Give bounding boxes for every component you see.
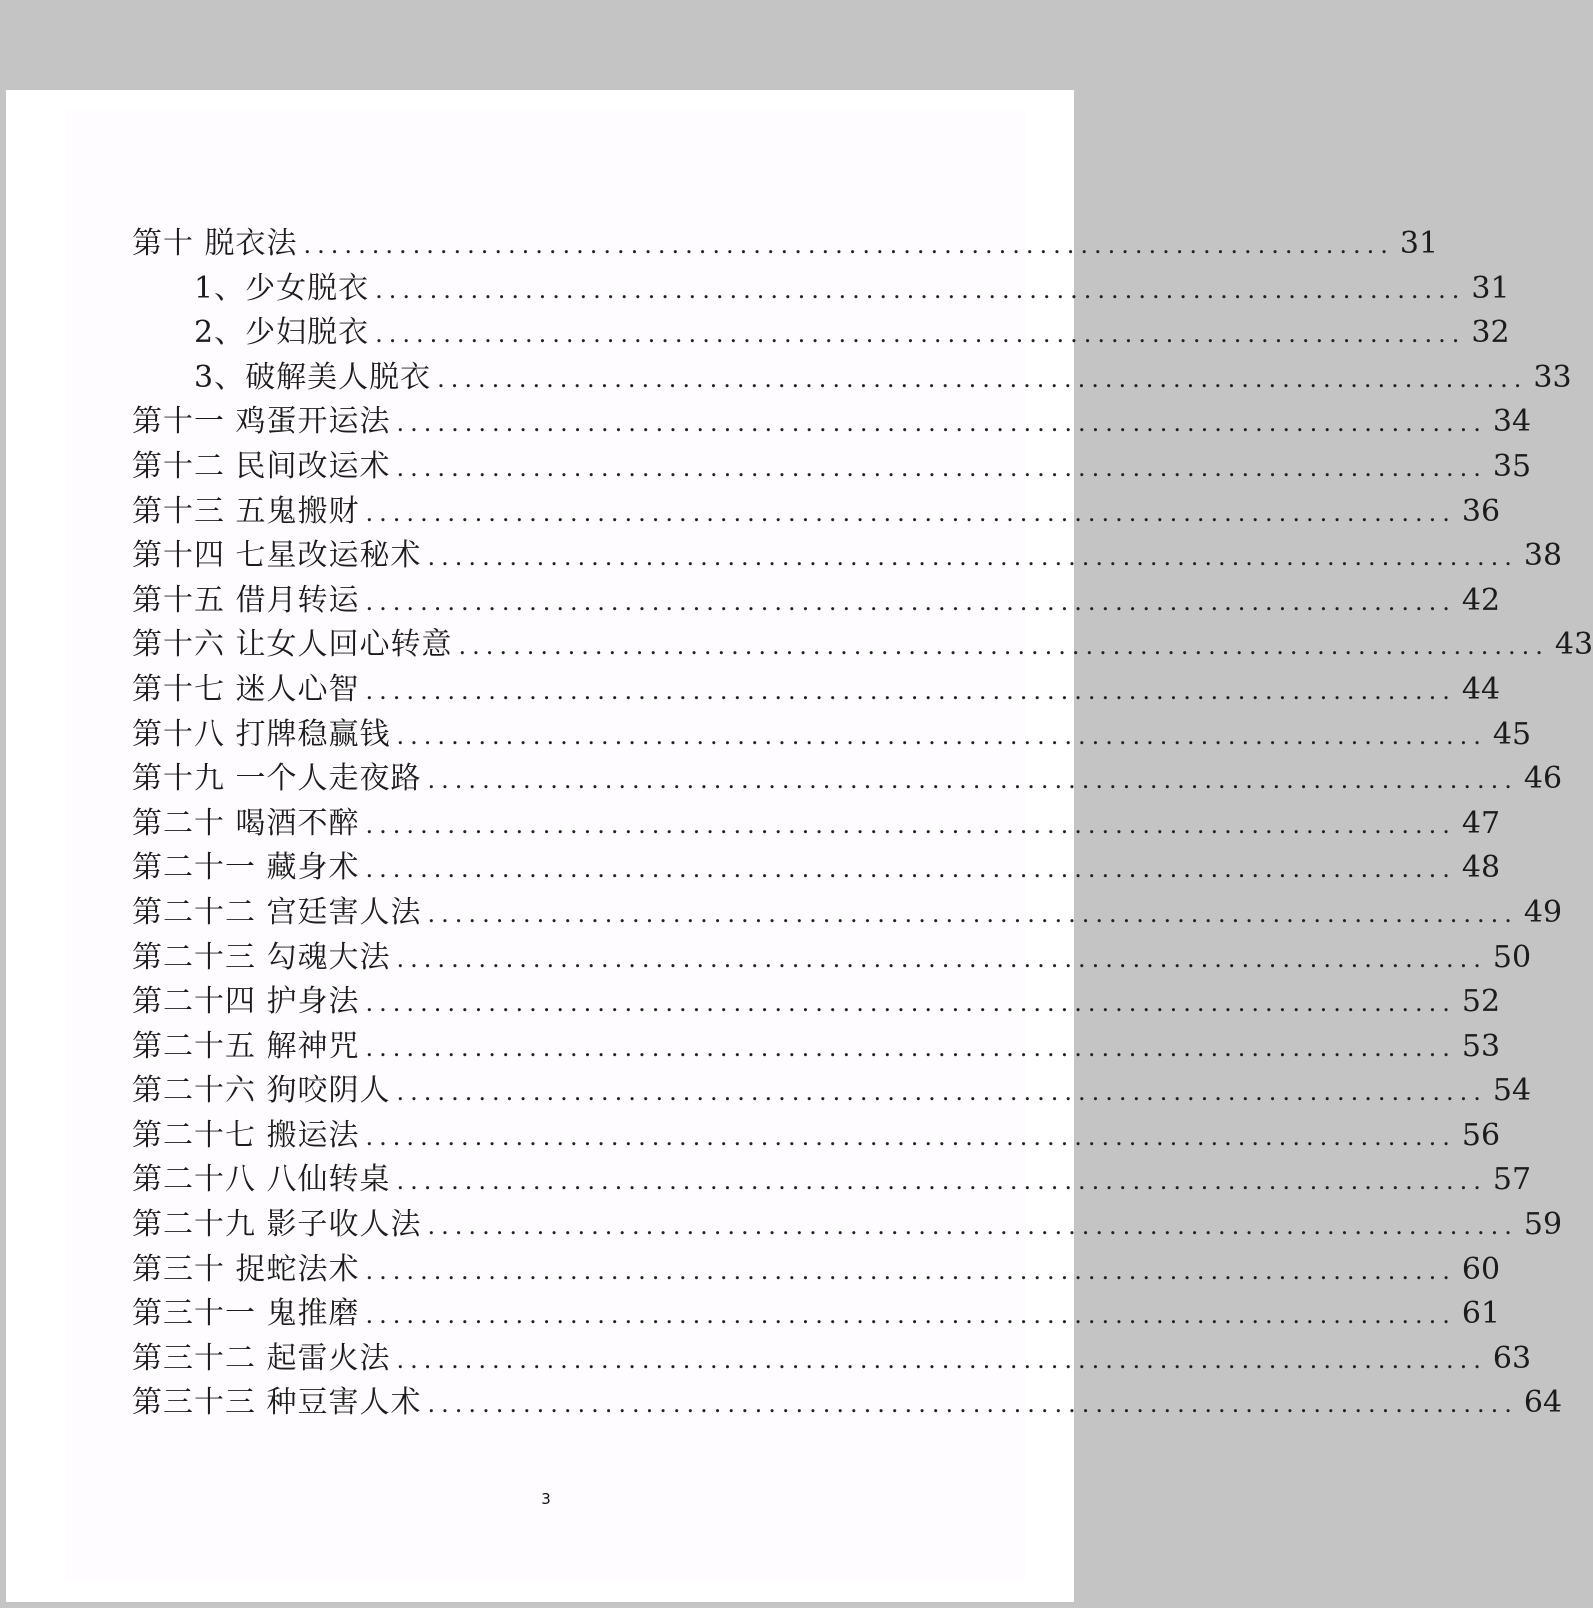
dot-leader: ................................................................................ xyxy=(365,1256,1456,1285)
dot-leader: ................................................................................ xyxy=(427,1212,1518,1241)
toc-entry-title: 第十八 打牌稳赢钱 xyxy=(132,716,391,752)
toc-entry-page: 38 xyxy=(1523,538,1563,574)
document-frame xyxy=(6,90,1593,1602)
toc-entry xyxy=(132,1248,1501,1293)
dot-leader: ................................................................................ xyxy=(396,944,1487,973)
toc-entry-page: 60 xyxy=(1461,1251,1501,1287)
toc-entry xyxy=(132,1114,1501,1159)
toc-entry xyxy=(132,1069,1532,1114)
toc-entry-title: 第三十三 种豆害人术 xyxy=(132,1385,422,1421)
toc-entry-page: 34 xyxy=(1492,404,1532,440)
toc-entry xyxy=(132,222,1439,267)
dot-leader: ................................................................................ xyxy=(375,320,1466,349)
toc-entry-title: 3、破解美人脱衣 xyxy=(194,359,432,395)
toc-entry-page: 31 xyxy=(1399,226,1439,261)
toc-entry-page: 31 xyxy=(1471,270,1510,306)
dot-leader: ................................................................................ xyxy=(437,364,1528,393)
toc-entry xyxy=(132,713,1532,758)
dot-leader: ................................................................................ xyxy=(396,409,1487,438)
toc-entry xyxy=(132,400,1532,445)
toc-entry-title: 第十九 一个人走夜路 xyxy=(132,761,422,797)
toc-entry xyxy=(132,623,1593,668)
toc-entry-title: 第三十一 鬼推磨 xyxy=(132,1296,360,1332)
toc-entry xyxy=(132,668,1501,713)
toc-entry-page: 59 xyxy=(1523,1207,1563,1243)
toc-entry-title: 第二十一 藏身术 xyxy=(132,850,360,886)
dot-leader: ................................................................................ xyxy=(396,1167,1487,1196)
toc-entry xyxy=(132,757,1563,802)
toc-entry-title: 第二十八 八仙转桌 xyxy=(132,1162,391,1198)
toc-entry-title: 第二十四 护身法 xyxy=(132,984,360,1020)
page-number: 3 xyxy=(541,1490,551,1508)
dot-leader: ................................................................................ xyxy=(427,766,1518,795)
toc-entry-title: 第二十七 搬运法 xyxy=(132,1117,360,1153)
dot-leader: ................................................................................ xyxy=(365,1033,1456,1062)
toc-entry-title: 第三十 捉蛇法术 xyxy=(132,1251,360,1287)
toc-entry-page: 56 xyxy=(1461,1117,1501,1153)
toc-entry xyxy=(132,490,1501,535)
toc-entry-page: 52 xyxy=(1461,984,1501,1020)
toc-entry-page: 45 xyxy=(1492,716,1532,752)
dot-leader: ................................................................................ xyxy=(396,721,1487,750)
toc-entry xyxy=(132,356,1572,401)
dot-leader: ................................................................................ xyxy=(427,899,1518,928)
toc-entry xyxy=(132,445,1532,490)
toc-entry-page: 46 xyxy=(1523,761,1563,797)
toc-entry-title: 第十 脱衣法 xyxy=(132,226,298,261)
toc-entry-page: 33 xyxy=(1533,359,1572,395)
toc-entry xyxy=(132,267,1510,312)
toc-entry-page: 64 xyxy=(1523,1385,1563,1421)
toc-entry-page: 54 xyxy=(1492,1073,1532,1109)
dot-leader: ................................................................................ xyxy=(427,1390,1518,1419)
dot-leader: ................................................................................ xyxy=(375,275,1466,304)
dot-leader: ................................................................................ xyxy=(365,1301,1456,1330)
toc-entry-title: 1、少女脱衣 xyxy=(194,270,370,306)
toc-entry xyxy=(132,1025,1501,1070)
dot-leader: ................................................................................ xyxy=(365,810,1456,839)
dot-leader: ................................................................................ xyxy=(303,231,1394,259)
dot-leader: ................................................................................ xyxy=(365,855,1456,884)
toc-entry-page: 49 xyxy=(1523,894,1563,930)
toc-entry xyxy=(132,311,1510,356)
dot-leader: ................................................................................ xyxy=(396,1345,1487,1374)
toc-entry-page: 35 xyxy=(1492,448,1532,484)
toc-entry-title: 第二十 喝酒不醉 xyxy=(132,805,360,841)
toc-entry-title: 第十三 五鬼搬财 xyxy=(132,493,360,529)
dot-leader: ................................................................................ xyxy=(427,543,1518,572)
toc-entry-page: 42 xyxy=(1461,582,1501,618)
dot-leader: ................................................................................ xyxy=(365,989,1456,1018)
toc-entry-page: 36 xyxy=(1461,493,1501,529)
toc-entry-title: 第十四 七星改运秘术 xyxy=(132,538,422,574)
document-page xyxy=(66,110,1593,1580)
toc-entry xyxy=(132,980,1501,1025)
toc-entry xyxy=(132,936,1532,981)
toc-entry-title: 第二十九 影子收人法 xyxy=(132,1207,422,1243)
dot-leader: ................................................................................ xyxy=(365,676,1456,705)
toc-entry-title: 第二十三 勾魂大法 xyxy=(132,939,391,975)
dot-leader: ................................................................................ xyxy=(365,498,1456,527)
toc-entry xyxy=(132,534,1563,579)
dot-leader: ................................................................................ xyxy=(396,453,1487,482)
toc-entry-title: 第十一 鸡蛋开运法 xyxy=(132,404,391,440)
toc-entry-page: 61 xyxy=(1461,1296,1501,1332)
toc-entry xyxy=(132,1203,1563,1248)
toc-entry xyxy=(132,1292,1501,1337)
toc-entry-page: 48 xyxy=(1461,850,1501,886)
dot-leader: ................................................................................ xyxy=(365,1122,1456,1151)
toc-entry-title: 2、少妇脱衣 xyxy=(194,315,370,351)
dot-leader: ................................................................................ xyxy=(458,632,1549,661)
toc-entry-title: 第二十六 狗咬阴人 xyxy=(132,1073,391,1109)
toc-entry xyxy=(132,1381,1563,1426)
toc-entry-page: 57 xyxy=(1492,1162,1532,1198)
toc-entry xyxy=(132,846,1501,891)
table-of-contents xyxy=(132,222,1593,1426)
toc-entry xyxy=(132,802,1501,847)
toc-entry-page: 50 xyxy=(1492,939,1532,975)
toc-entry xyxy=(132,891,1563,936)
toc-entry-title: 第二十五 解神咒 xyxy=(132,1028,360,1064)
toc-entry-title: 第三十二 起雷火法 xyxy=(132,1340,391,1376)
toc-entry-page: 32 xyxy=(1471,315,1510,351)
toc-entry-title: 第二十二 宫廷害人法 xyxy=(132,894,422,930)
toc-entry-title: 第十二 民间改运术 xyxy=(132,448,391,484)
toc-entry-page: 44 xyxy=(1461,671,1501,707)
dot-leader: ................................................................................ xyxy=(365,587,1456,616)
toc-entry-page: 63 xyxy=(1492,1340,1532,1376)
toc-entry xyxy=(132,1337,1532,1382)
dot-leader: ................................................................................ xyxy=(396,1078,1487,1107)
toc-entry xyxy=(132,1158,1532,1203)
toc-entry-title: 第十五 借月转运 xyxy=(132,582,360,618)
toc-entry xyxy=(132,579,1501,624)
toc-entry-page: 43 xyxy=(1554,627,1593,663)
toc-entry-page: 47 xyxy=(1461,805,1501,841)
toc-entry-title: 第十六 让女人回心转意 xyxy=(132,627,453,663)
toc-entry-page: 53 xyxy=(1461,1028,1501,1064)
toc-entry-title: 第十七 迷人心智 xyxy=(132,671,360,707)
